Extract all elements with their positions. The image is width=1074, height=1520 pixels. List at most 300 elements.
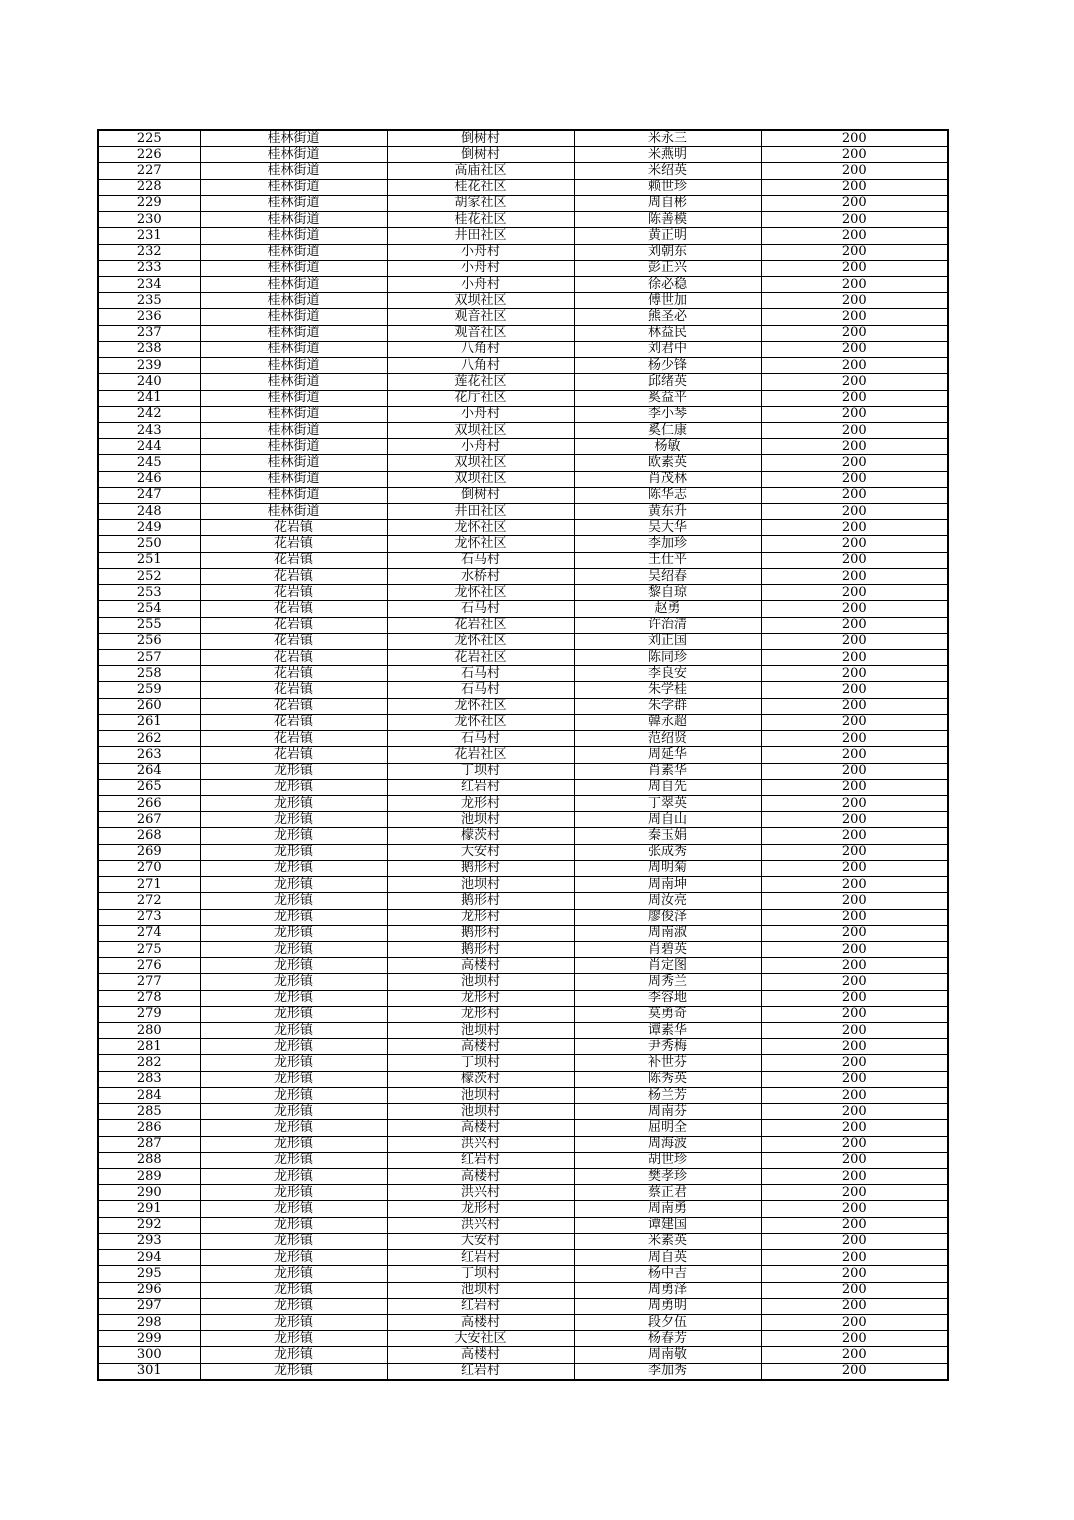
township-cell: 龙形镇 bbox=[200, 877, 387, 893]
village-cell: 石马村 bbox=[387, 666, 574, 682]
row-number-cell: 243 bbox=[98, 422, 200, 438]
township-cell: 龙形镇 bbox=[200, 1071, 387, 1087]
name-cell: 张成秀 bbox=[574, 844, 761, 860]
township-cell: 龙形镇 bbox=[200, 1087, 387, 1103]
name-cell: 李加珍 bbox=[574, 536, 761, 552]
table-row bbox=[98, 374, 948, 390]
table-row bbox=[98, 1314, 948, 1330]
row-number-cell: 298 bbox=[98, 1314, 200, 1330]
table-row bbox=[98, 1201, 948, 1217]
table-row bbox=[98, 244, 948, 260]
township-cell: 桂林街道 bbox=[200, 195, 387, 211]
name-cell: 周自彬 bbox=[574, 195, 761, 211]
village-cell: 丁坝村 bbox=[387, 1055, 574, 1071]
village-cell: 红岩村 bbox=[387, 779, 574, 795]
row-number-cell: 258 bbox=[98, 666, 200, 682]
amount-cell: 200 bbox=[761, 1120, 948, 1136]
village-cell: 龙怀社区 bbox=[387, 714, 574, 730]
name-cell: 李容地 bbox=[574, 990, 761, 1006]
amount-cell: 200 bbox=[761, 1217, 948, 1233]
table-row bbox=[98, 1250, 948, 1266]
table-row bbox=[98, 520, 948, 536]
amount-cell: 200 bbox=[761, 1169, 948, 1185]
table-row bbox=[98, 293, 948, 309]
table-row bbox=[98, 682, 948, 698]
name-cell: 樊孝珍 bbox=[574, 1169, 761, 1185]
name-cell: 黄东升 bbox=[574, 504, 761, 520]
amount-cell: 200 bbox=[761, 779, 948, 795]
amount-cell: 200 bbox=[761, 212, 948, 228]
name-cell: 邱绪英 bbox=[574, 374, 761, 390]
row-number-cell: 233 bbox=[98, 260, 200, 276]
row-number-cell: 227 bbox=[98, 163, 200, 179]
row-number-cell: 252 bbox=[98, 568, 200, 584]
name-cell: 周南淑 bbox=[574, 925, 761, 941]
row-number-cell: 246 bbox=[98, 471, 200, 487]
row-number-cell: 269 bbox=[98, 844, 200, 860]
amount-cell: 200 bbox=[761, 163, 948, 179]
village-cell: 龙形村 bbox=[387, 990, 574, 1006]
township-cell: 龙形镇 bbox=[200, 1217, 387, 1233]
amount-cell: 200 bbox=[761, 276, 948, 292]
table-row bbox=[98, 714, 948, 730]
township-cell: 龙形镇 bbox=[200, 1023, 387, 1039]
amount-cell: 200 bbox=[761, 1233, 948, 1249]
name-cell: 廖俊泽 bbox=[574, 909, 761, 925]
village-cell: 池坝村 bbox=[387, 974, 574, 990]
name-cell: 秦玉娟 bbox=[574, 828, 761, 844]
village-cell: 高楼村 bbox=[387, 1169, 574, 1185]
row-number-cell: 281 bbox=[98, 1039, 200, 1055]
row-number-cell: 284 bbox=[98, 1087, 200, 1103]
table-row bbox=[98, 406, 948, 422]
table-row bbox=[98, 731, 948, 747]
village-cell: 倒树村 bbox=[387, 147, 574, 163]
amount-cell: 200 bbox=[761, 1006, 948, 1022]
row-number-cell: 248 bbox=[98, 504, 200, 520]
table-row bbox=[98, 779, 948, 795]
township-cell: 龙形镇 bbox=[200, 1347, 387, 1363]
village-cell: 丁坝村 bbox=[387, 1266, 574, 1282]
village-cell: 倒树村 bbox=[387, 487, 574, 503]
amount-cell: 200 bbox=[761, 763, 948, 779]
amount-cell: 200 bbox=[761, 974, 948, 990]
township-cell: 龙形镇 bbox=[200, 1233, 387, 1249]
table-row bbox=[98, 812, 948, 828]
name-cell: 奚益平 bbox=[574, 390, 761, 406]
amount-cell: 200 bbox=[761, 130, 948, 147]
row-number-cell: 260 bbox=[98, 698, 200, 714]
village-cell: 红岩村 bbox=[387, 1152, 574, 1168]
village-cell: 水桥村 bbox=[387, 568, 574, 584]
name-cell: 周南芬 bbox=[574, 1104, 761, 1120]
name-cell: 陈华志 bbox=[574, 487, 761, 503]
amount-cell: 200 bbox=[761, 682, 948, 698]
table-row bbox=[98, 990, 948, 1006]
township-cell: 桂林街道 bbox=[200, 244, 387, 260]
table-row bbox=[98, 1104, 948, 1120]
village-cell: 桂花社区 bbox=[387, 179, 574, 195]
name-cell: 补世芬 bbox=[574, 1055, 761, 1071]
township-cell: 龙形镇 bbox=[200, 909, 387, 925]
amount-cell: 200 bbox=[761, 1023, 948, 1039]
amount-cell: 200 bbox=[761, 504, 948, 520]
row-number-cell: 273 bbox=[98, 909, 200, 925]
amount-cell: 200 bbox=[761, 633, 948, 649]
name-cell: 周自先 bbox=[574, 779, 761, 795]
township-cell: 桂林街道 bbox=[200, 341, 387, 357]
table-row bbox=[98, 747, 948, 763]
amount-cell: 200 bbox=[761, 455, 948, 471]
row-number-cell: 235 bbox=[98, 293, 200, 309]
table-row bbox=[98, 1006, 948, 1022]
table-row bbox=[98, 1233, 948, 1249]
name-cell: 徐必稳 bbox=[574, 276, 761, 292]
name-cell: 谭素华 bbox=[574, 1023, 761, 1039]
township-cell: 桂林街道 bbox=[200, 163, 387, 179]
table-row bbox=[98, 309, 948, 325]
row-number-cell: 274 bbox=[98, 925, 200, 941]
amount-cell: 200 bbox=[761, 1152, 948, 1168]
table-row bbox=[98, 650, 948, 666]
township-cell: 龙形镇 bbox=[200, 941, 387, 957]
township-cell: 龙形镇 bbox=[200, 1185, 387, 1201]
amount-cell: 200 bbox=[761, 439, 948, 455]
name-cell: 周延华 bbox=[574, 747, 761, 763]
amount-cell: 200 bbox=[761, 1055, 948, 1071]
village-cell: 龙形村 bbox=[387, 1006, 574, 1022]
village-cell: 井田社区 bbox=[387, 504, 574, 520]
row-number-cell: 240 bbox=[98, 374, 200, 390]
name-cell: 谭建国 bbox=[574, 1217, 761, 1233]
amount-cell: 200 bbox=[761, 1331, 948, 1347]
name-cell: 王仕平 bbox=[574, 552, 761, 568]
table-row bbox=[98, 1217, 948, 1233]
name-cell: 尹秀梅 bbox=[574, 1039, 761, 1055]
row-number-cell: 261 bbox=[98, 714, 200, 730]
table-row bbox=[98, 1363, 948, 1380]
village-cell: 石马村 bbox=[387, 682, 574, 698]
village-cell: 丁坝村 bbox=[387, 763, 574, 779]
table-row bbox=[98, 698, 948, 714]
name-cell: 杨中吉 bbox=[574, 1266, 761, 1282]
amount-cell: 200 bbox=[761, 650, 948, 666]
amount-cell: 200 bbox=[761, 1298, 948, 1314]
township-cell: 龙形镇 bbox=[200, 1266, 387, 1282]
table-row bbox=[98, 1298, 948, 1314]
table-row bbox=[98, 1136, 948, 1152]
row-number-cell: 256 bbox=[98, 633, 200, 649]
township-cell: 龙形镇 bbox=[200, 990, 387, 1006]
table-row bbox=[98, 487, 948, 503]
township-cell: 龙形镇 bbox=[200, 893, 387, 909]
row-number-cell: 300 bbox=[98, 1347, 200, 1363]
village-cell: 胡家社区 bbox=[387, 195, 574, 211]
township-cell: 龙形镇 bbox=[200, 812, 387, 828]
row-number-cell: 282 bbox=[98, 1055, 200, 1071]
row-number-cell: 283 bbox=[98, 1071, 200, 1087]
table-row bbox=[98, 974, 948, 990]
row-number-cell: 237 bbox=[98, 325, 200, 341]
village-cell: 小舟村 bbox=[387, 406, 574, 422]
township-cell: 龙形镇 bbox=[200, 828, 387, 844]
name-cell: 朱学桂 bbox=[574, 682, 761, 698]
amount-cell: 200 bbox=[761, 617, 948, 633]
row-number-cell: 257 bbox=[98, 650, 200, 666]
village-cell: 石马村 bbox=[387, 552, 574, 568]
row-number-cell: 232 bbox=[98, 244, 200, 260]
name-cell: 陈秀英 bbox=[574, 1071, 761, 1087]
amount-cell: 200 bbox=[761, 1282, 948, 1298]
township-cell: 桂林街道 bbox=[200, 390, 387, 406]
township-cell: 龙形镇 bbox=[200, 1152, 387, 1168]
village-cell: 八角村 bbox=[387, 358, 574, 374]
name-cell: 米燕明 bbox=[574, 147, 761, 163]
row-number-cell: 270 bbox=[98, 860, 200, 876]
village-cell: 小舟村 bbox=[387, 260, 574, 276]
township-cell: 桂林街道 bbox=[200, 504, 387, 520]
amount-cell: 200 bbox=[761, 1185, 948, 1201]
table-row bbox=[98, 909, 948, 925]
village-cell: 红岩村 bbox=[387, 1298, 574, 1314]
row-number-cell: 262 bbox=[98, 731, 200, 747]
township-cell: 花岩镇 bbox=[200, 601, 387, 617]
row-number-cell: 285 bbox=[98, 1104, 200, 1120]
amount-cell: 200 bbox=[761, 941, 948, 957]
table-row bbox=[98, 601, 948, 617]
village-cell: 鹅形村 bbox=[387, 860, 574, 876]
township-cell: 桂林街道 bbox=[200, 406, 387, 422]
row-number-cell: 266 bbox=[98, 795, 200, 811]
township-cell: 花岩镇 bbox=[200, 633, 387, 649]
amount-cell: 200 bbox=[761, 1087, 948, 1103]
table-row bbox=[98, 276, 948, 292]
township-cell: 龙形镇 bbox=[200, 1282, 387, 1298]
village-cell: 檬茨村 bbox=[387, 828, 574, 844]
township-cell: 桂林街道 bbox=[200, 147, 387, 163]
village-cell: 观音社区 bbox=[387, 309, 574, 325]
table-row bbox=[98, 795, 948, 811]
village-cell: 双坝社区 bbox=[387, 293, 574, 309]
amount-cell: 200 bbox=[761, 422, 948, 438]
name-cell: 奚仁康 bbox=[574, 422, 761, 438]
township-cell: 花岩镇 bbox=[200, 585, 387, 601]
row-number-cell: 231 bbox=[98, 228, 200, 244]
row-number-cell: 234 bbox=[98, 276, 200, 292]
name-cell: 周南勇 bbox=[574, 1201, 761, 1217]
name-cell: 屈明全 bbox=[574, 1120, 761, 1136]
amount-cell: 200 bbox=[761, 195, 948, 211]
village-cell: 池坝村 bbox=[387, 1023, 574, 1039]
table-row bbox=[98, 147, 948, 163]
table-row bbox=[98, 422, 948, 438]
amount-cell: 200 bbox=[761, 568, 948, 584]
table-row bbox=[98, 325, 948, 341]
name-cell: 杨少锋 bbox=[574, 358, 761, 374]
township-cell: 龙形镇 bbox=[200, 1331, 387, 1347]
name-cell: 周南敬 bbox=[574, 1347, 761, 1363]
township-cell: 桂林街道 bbox=[200, 309, 387, 325]
name-cell: 丁翠英 bbox=[574, 795, 761, 811]
village-cell: 池坝村 bbox=[387, 812, 574, 828]
table-row bbox=[98, 1169, 948, 1185]
township-cell: 花岩镇 bbox=[200, 520, 387, 536]
township-cell: 桂林街道 bbox=[200, 212, 387, 228]
table-row bbox=[98, 1331, 948, 1347]
township-cell: 桂林街道 bbox=[200, 471, 387, 487]
township-cell: 花岩镇 bbox=[200, 747, 387, 763]
village-cell: 龙怀社区 bbox=[387, 698, 574, 714]
amount-cell: 200 bbox=[761, 552, 948, 568]
name-cell: 赖世珍 bbox=[574, 179, 761, 195]
village-cell: 洪兴村 bbox=[387, 1136, 574, 1152]
amount-cell: 200 bbox=[761, 747, 948, 763]
row-number-cell: 297 bbox=[98, 1298, 200, 1314]
village-cell: 双坝社区 bbox=[387, 422, 574, 438]
village-cell: 鹅形村 bbox=[387, 925, 574, 941]
township-cell: 龙形镇 bbox=[200, 1169, 387, 1185]
township-cell: 桂林街道 bbox=[200, 374, 387, 390]
table-row bbox=[98, 390, 948, 406]
row-number-cell: 299 bbox=[98, 1331, 200, 1347]
name-cell: 黎自琼 bbox=[574, 585, 761, 601]
row-number-cell: 247 bbox=[98, 487, 200, 503]
village-cell: 高楼村 bbox=[387, 1347, 574, 1363]
township-cell: 龙形镇 bbox=[200, 1055, 387, 1071]
name-cell: 莫勇奇 bbox=[574, 1006, 761, 1022]
table-row bbox=[98, 130, 948, 147]
amount-cell: 200 bbox=[761, 358, 948, 374]
village-cell: 鹅形村 bbox=[387, 893, 574, 909]
row-number-cell: 263 bbox=[98, 747, 200, 763]
village-cell: 檬茨村 bbox=[387, 1071, 574, 1087]
village-cell: 龙形村 bbox=[387, 909, 574, 925]
township-cell: 桂林街道 bbox=[200, 487, 387, 503]
township-cell: 龙形镇 bbox=[200, 763, 387, 779]
township-cell: 花岩镇 bbox=[200, 682, 387, 698]
township-cell: 桂林街道 bbox=[200, 422, 387, 438]
name-cell: 周海波 bbox=[574, 1136, 761, 1152]
row-number-cell: 255 bbox=[98, 617, 200, 633]
name-cell: 周南坤 bbox=[574, 877, 761, 893]
amount-cell: 200 bbox=[761, 406, 948, 422]
name-cell: 周汝亮 bbox=[574, 893, 761, 909]
township-cell: 桂林街道 bbox=[200, 260, 387, 276]
village-cell: 石马村 bbox=[387, 601, 574, 617]
roster-body bbox=[98, 130, 948, 1380]
table-row bbox=[98, 179, 948, 195]
name-cell: 蔡正君 bbox=[574, 1185, 761, 1201]
row-number-cell: 291 bbox=[98, 1201, 200, 1217]
name-cell: 周勇明 bbox=[574, 1298, 761, 1314]
amount-cell: 200 bbox=[761, 390, 948, 406]
village-cell: 洪兴村 bbox=[387, 1185, 574, 1201]
township-cell: 龙形镇 bbox=[200, 1298, 387, 1314]
table-row bbox=[98, 828, 948, 844]
amount-cell: 200 bbox=[761, 925, 948, 941]
table-row bbox=[98, 260, 948, 276]
township-cell: 龙形镇 bbox=[200, 1136, 387, 1152]
amount-cell: 200 bbox=[761, 812, 948, 828]
row-number-cell: 245 bbox=[98, 455, 200, 471]
village-cell: 石马村 bbox=[387, 731, 574, 747]
row-number-cell: 295 bbox=[98, 1266, 200, 1282]
table-row bbox=[98, 1039, 948, 1055]
village-cell: 高庙社区 bbox=[387, 163, 574, 179]
amount-cell: 200 bbox=[761, 374, 948, 390]
table-row bbox=[98, 471, 948, 487]
row-number-cell: 230 bbox=[98, 212, 200, 228]
row-number-cell: 254 bbox=[98, 601, 200, 617]
row-number-cell: 250 bbox=[98, 536, 200, 552]
name-cell: 林益民 bbox=[574, 325, 761, 341]
amount-cell: 200 bbox=[761, 795, 948, 811]
name-cell: 杨兰芳 bbox=[574, 1087, 761, 1103]
name-cell: 周自山 bbox=[574, 812, 761, 828]
township-cell: 桂林街道 bbox=[200, 293, 387, 309]
name-cell: 许治清 bbox=[574, 617, 761, 633]
amount-cell: 200 bbox=[761, 1201, 948, 1217]
village-cell: 大安村 bbox=[387, 1233, 574, 1249]
amount-cell: 200 bbox=[761, 1039, 948, 1055]
table-row bbox=[98, 1266, 948, 1282]
amount-cell: 200 bbox=[761, 471, 948, 487]
table-row bbox=[98, 925, 948, 941]
township-cell: 花岩镇 bbox=[200, 666, 387, 682]
row-number-cell: 301 bbox=[98, 1363, 200, 1380]
amount-cell: 200 bbox=[761, 309, 948, 325]
village-cell: 小舟村 bbox=[387, 439, 574, 455]
row-number-cell: 271 bbox=[98, 877, 200, 893]
table-row bbox=[98, 1185, 948, 1201]
amount-cell: 200 bbox=[761, 958, 948, 974]
village-cell: 龙形村 bbox=[387, 1201, 574, 1217]
table-row bbox=[98, 666, 948, 682]
amount-cell: 200 bbox=[761, 244, 948, 260]
table-row bbox=[98, 877, 948, 893]
name-cell: 吴大华 bbox=[574, 520, 761, 536]
amount-cell: 200 bbox=[761, 698, 948, 714]
village-cell: 池坝村 bbox=[387, 1087, 574, 1103]
table-row bbox=[98, 552, 948, 568]
table-row bbox=[98, 195, 948, 211]
row-number-cell: 293 bbox=[98, 1233, 200, 1249]
row-number-cell: 292 bbox=[98, 1217, 200, 1233]
amount-cell: 200 bbox=[761, 147, 948, 163]
row-number-cell: 242 bbox=[98, 406, 200, 422]
township-cell: 龙形镇 bbox=[200, 1250, 387, 1266]
amount-cell: 200 bbox=[761, 260, 948, 276]
table-row bbox=[98, 228, 948, 244]
name-cell: 赵勇 bbox=[574, 601, 761, 617]
row-number-cell: 279 bbox=[98, 1006, 200, 1022]
name-cell: 肖定图 bbox=[574, 958, 761, 974]
table-row bbox=[98, 763, 948, 779]
village-cell: 龙怀社区 bbox=[387, 633, 574, 649]
village-cell: 花岩社区 bbox=[387, 747, 574, 763]
name-cell: 陈同珍 bbox=[574, 650, 761, 666]
name-cell: 刘朝东 bbox=[574, 244, 761, 260]
name-cell: 周秀兰 bbox=[574, 974, 761, 990]
village-cell: 小舟村 bbox=[387, 276, 574, 292]
village-cell: 双坝社区 bbox=[387, 471, 574, 487]
amount-cell: 200 bbox=[761, 228, 948, 244]
amount-cell: 200 bbox=[761, 893, 948, 909]
township-cell: 花岩镇 bbox=[200, 650, 387, 666]
name-cell: 肖素华 bbox=[574, 763, 761, 779]
table-row bbox=[98, 439, 948, 455]
table-row bbox=[98, 504, 948, 520]
